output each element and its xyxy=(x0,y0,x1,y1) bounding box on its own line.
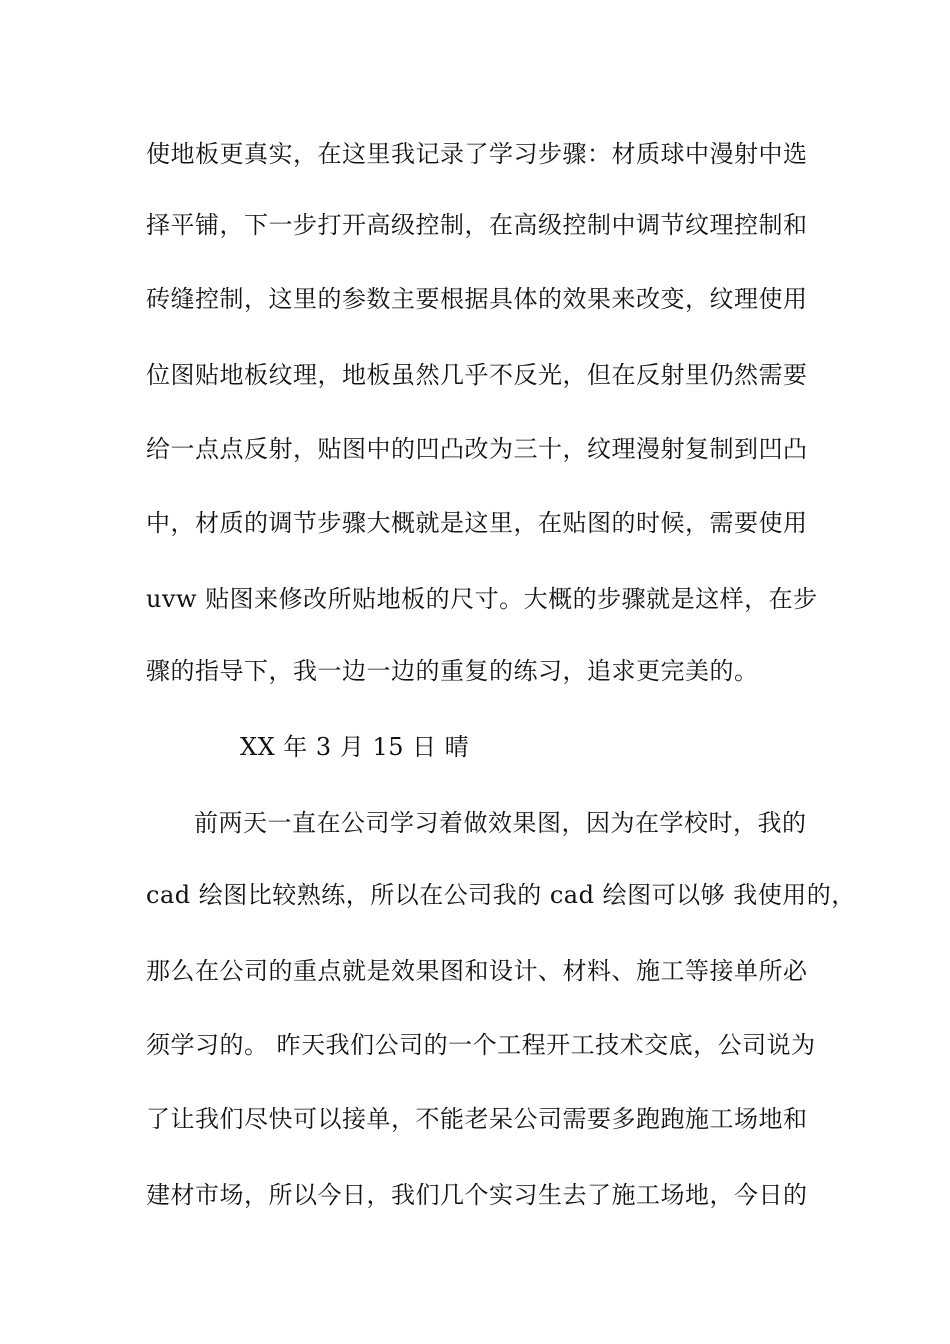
text-line: 砖缝控制，这里的参数主要根据具体的效果来改变，纹理使用 xyxy=(146,285,808,313)
text-line: 须学习的。 昨天我们公司的一个工程开工技术交底，公司说为 xyxy=(146,1031,816,1059)
text-line: 择平铺，下一步打开高级控制，在高级控制中调节纹理控制和 xyxy=(146,211,808,239)
text-line: uvw 贴图来修改所贴地板的尺寸。大概的步骤就是这样，在步 xyxy=(146,585,818,613)
text-line: 位图贴地板纹理，地板虽然几乎不反光，但在反射里仍然需要 xyxy=(146,361,808,389)
text-line: 骤的指导下，我一边一边的重复的练习，追求更完美的。 xyxy=(146,657,759,685)
text-line: 那么在公司的重点就是效果图和设计、材料、施工等接单所必 xyxy=(146,957,808,985)
date-heading: XX 年 3 月 15 日 晴 xyxy=(240,733,470,761)
text-line: 中，材质的调节步骤大概就是这里，在贴图的时候，需要使用 xyxy=(146,509,808,537)
text-line: 前两天一直在公司学习着做效果图，因为在学校时，我的 xyxy=(194,809,807,837)
text-line: cad 绘图比较熟练，所以在公司我的 cad 绘图可以够 我使用的， xyxy=(146,881,856,909)
text-line: 了让我们尽快可以接单，不能老呆公司需要多跑跑施工场地和 xyxy=(146,1105,808,1133)
text-line: 建材市场，所以今日，我们几个实习生去了施工场地，今日的 xyxy=(146,1181,808,1209)
text-line: 给一点点反射，贴图中的凹凸改为三十，纹理漫射复制到凹凸 xyxy=(146,435,808,463)
text-line: 使地板更真实，在这里我记录了学习步骤：材质球中漫射中选 xyxy=(146,140,808,168)
